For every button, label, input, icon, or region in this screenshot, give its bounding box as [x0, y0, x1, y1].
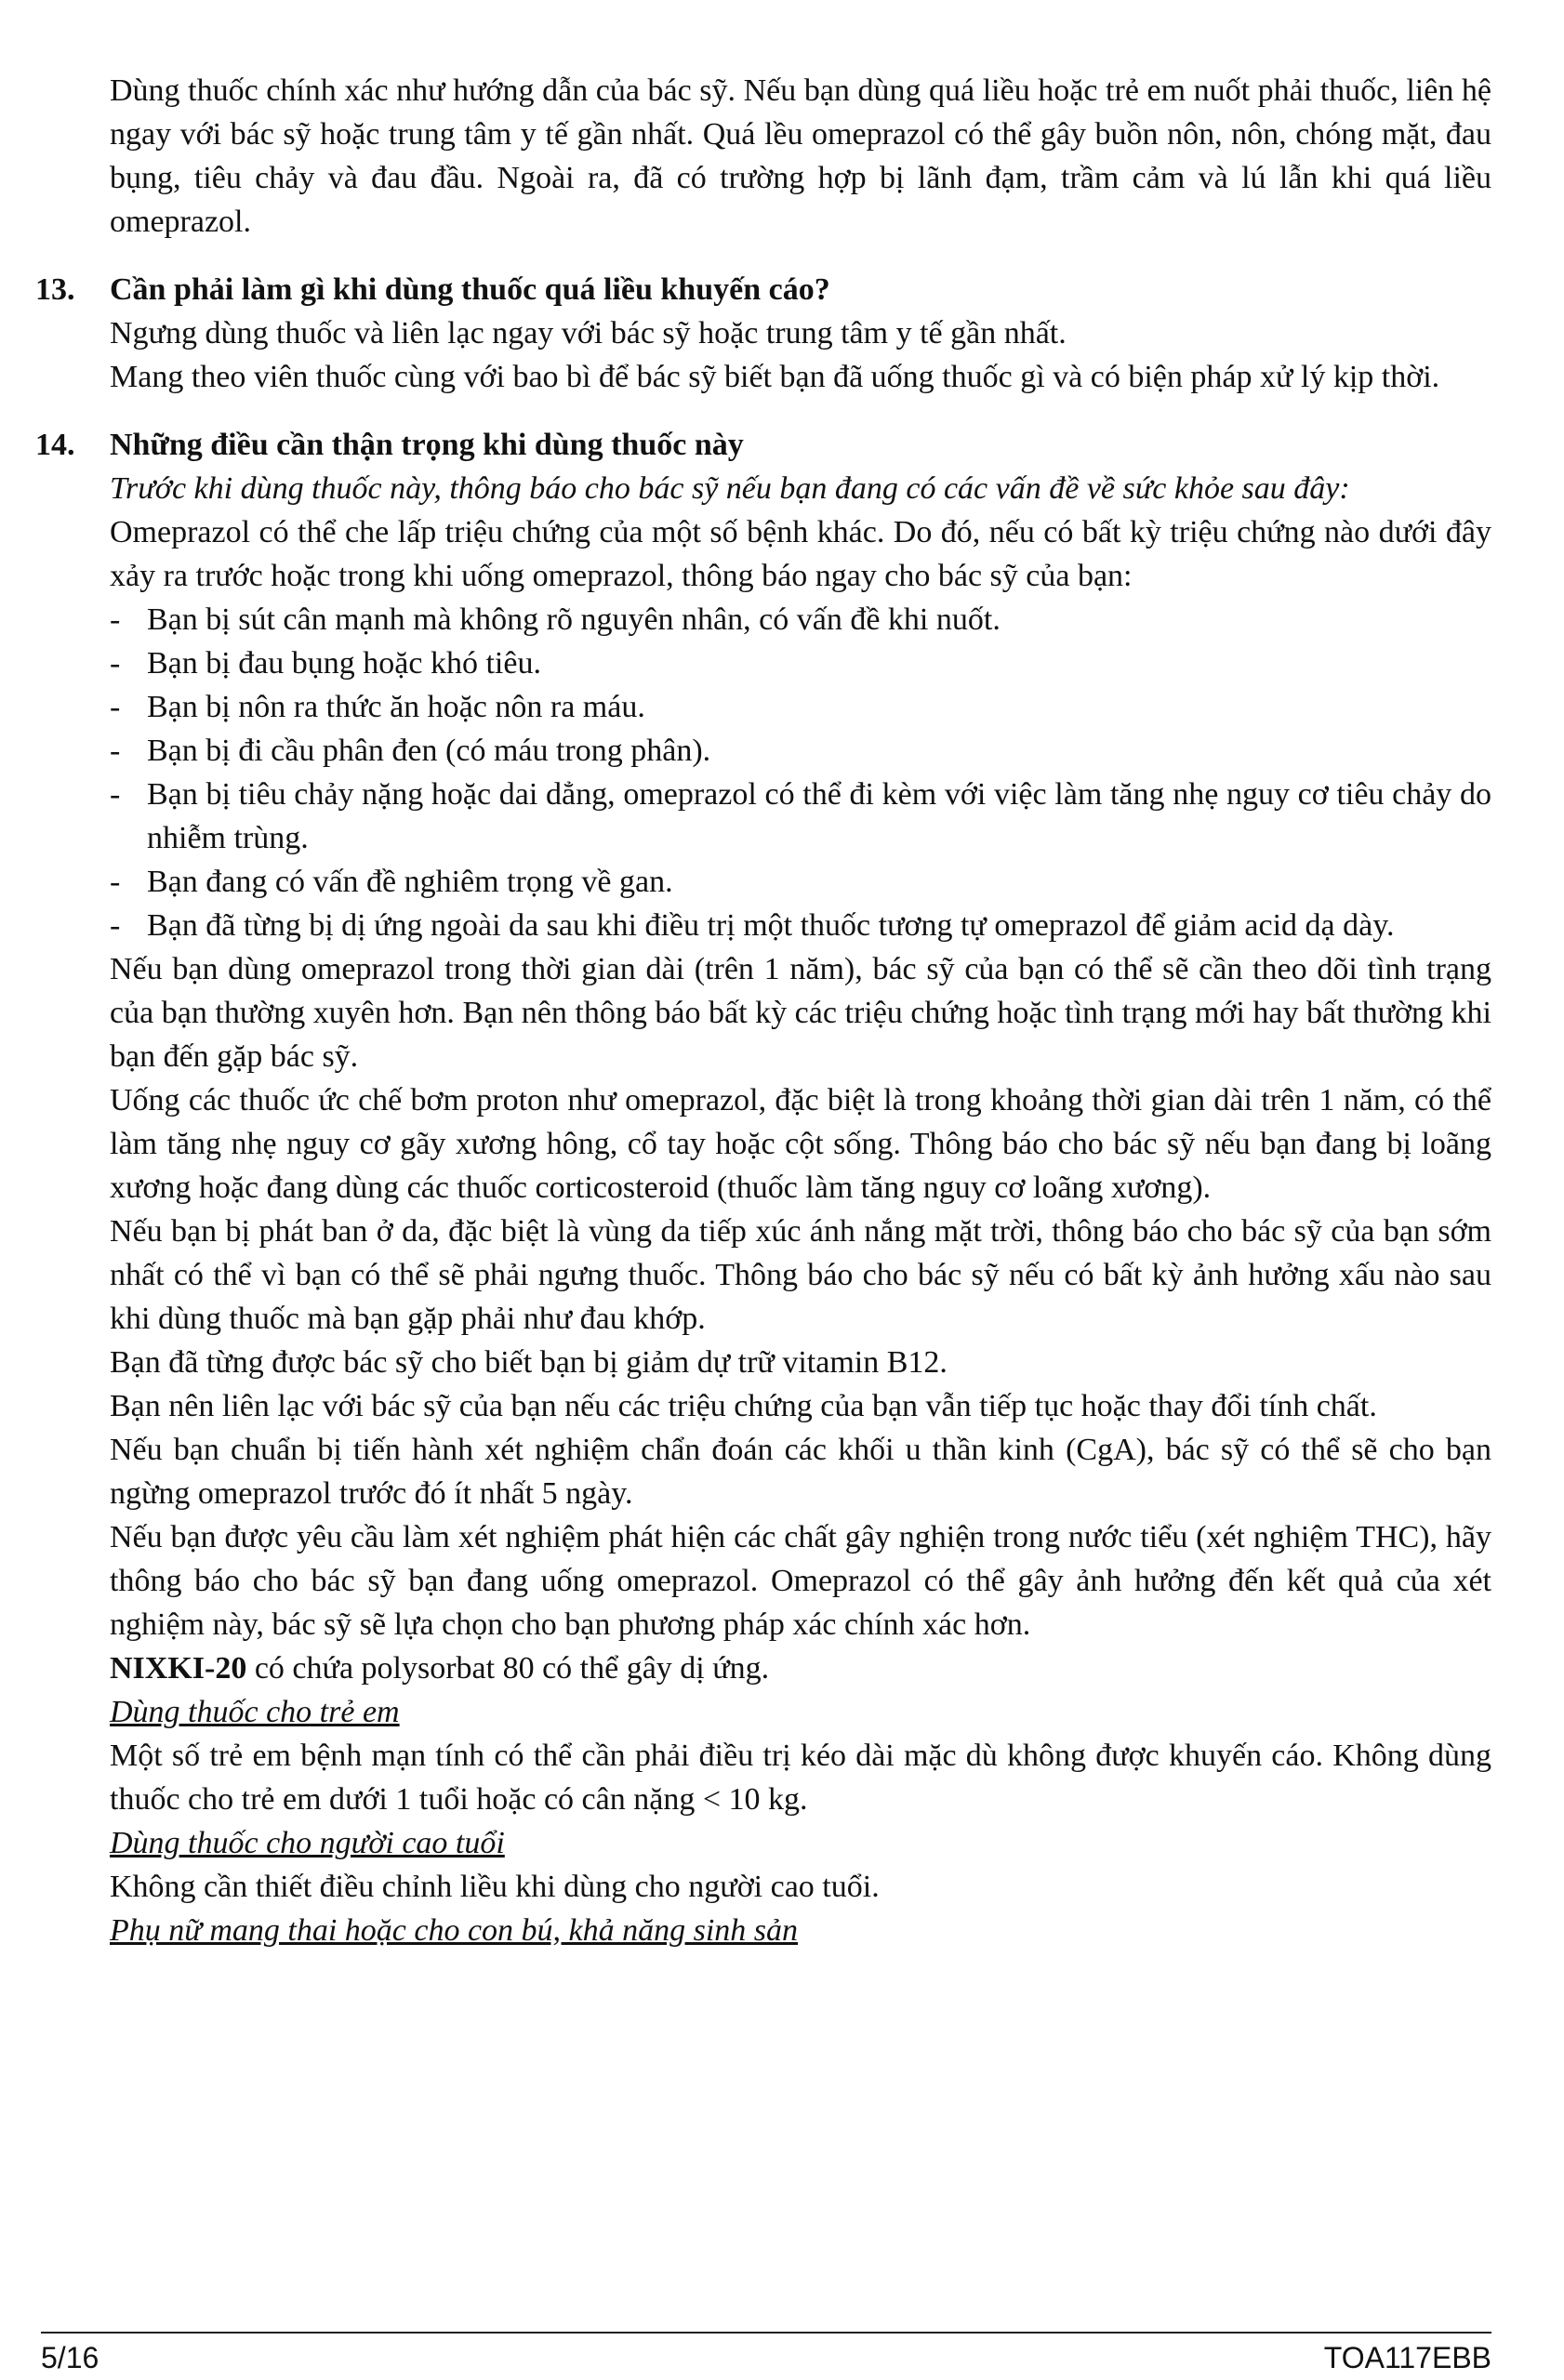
section-14-paragraph: Uống các thuốc ức chế bơm proton như omeprazol, đặc biệt là trong khoảng thời gian dài trên 1 năm, có thể làm tăng nhẹ nguy cơ gãy xương hông, cổ tay hoặc cột sống. Thông báo cho bác sỹ nếu bạn đang bị loãng xương hoặc đang dùng các thuốc corticosteroid (thuốc làm tăng nguy cơ loãng xương). — [110, 1083, 1491, 1205]
section-14-paragraph: Nếu bạn chuẩn bị tiến hành xét nghiệm chẩn đoán các khối u thần kinh (CgA), bác sỹ có thể sẽ cho bạn ngừng omeprazol trước đó ít nhất 5 ngày. — [110, 1433, 1491, 1511]
section-13-paragraph: Ngưng dùng thuốc và liên lạc ngay với bác sỹ hoặc trung tâm y tế gần nhất. — [110, 316, 1067, 350]
product-name: NIXKI-20 — [110, 1651, 247, 1686]
section-14-italic-intro: Trước khi dùng thuốc này, thông báo cho bác sỹ nếu bạn đang có các vấn đề về sức khỏe sau đây: — [110, 471, 1350, 506]
list-item: - Bạn bị đi cầu phân đen (có máu trong phân). — [110, 729, 1491, 773]
section-14-paragraph: Bạn nên liên lạc với bác sỹ của bạn nếu các triệu chứng của bạn vẫn tiếp tục hoặc thay đổi tính chất. — [110, 1389, 1377, 1423]
excipient-note — [110, 1646, 1491, 1690]
document-code: TOA117EBB — [1323, 2341, 1491, 2374]
list-item: - Bạn đang có vấn đề nghiêm trọng về gan. — [110, 860, 1491, 904]
list-item: - Bạn đã từng bị dị ứng ngoài da sau khi điều trị một thuốc tương tự omeprazol để giảm acid dạ dày. — [110, 904, 1491, 947]
children-subheading: Dùng thuốc cho trẻ em — [110, 1695, 400, 1729]
pregnancy-subheading: Phụ nữ mang thai hoặc cho con bú, khả năng sinh sản — [110, 1913, 799, 1948]
section-14-paragraph: Nếu bạn bị phát ban ở da, đặc biệt là vùng da tiếp xúc ánh nắng mặt trời, thông báo cho bác sỹ của bạn sớm nhất có thể vì bạn có thể sẽ phải ngưng thuốc. Thông báo cho bác sỹ nếu có bất kỳ ảnh hưởng xấu nào sau khi dùng thuốc mà bạn gặp phải như đau khớp. — [110, 1214, 1491, 1336]
section-14-paragraph: Bạn đã từng được bác sỹ cho biết bạn bị giảm dự trữ vitamin B12. — [110, 1345, 948, 1380]
excipient-note-text: có chứa polysorbat 80 có thể gây dị ứng. — [246, 1651, 770, 1686]
section-13-heading: 13. Cần phải làm gì khi dùng thuốc quá liều khuyến cáo? — [110, 268, 1491, 311]
page-number: 5/16 — [41, 2341, 99, 2374]
section-14 — [35, 423, 1491, 1952]
elderly-paragraph: Không cần thiết điều chỉnh liều khi dùng cho người cao tuổi. — [110, 1870, 880, 1904]
children-paragraph: Một số trẻ em bệnh mạn tính có thể cần phải điều trị kéo dài mặc dù không được khuyến cáo. Không dùng thuốc cho trẻ em dưới 1 tuổi hoặc có cân nặng < 10 kg. — [110, 1739, 1491, 1817]
section-14-paragraph: Nếu bạn được yêu cầu làm xét nghiệm phát hiện các chất gây nghiện trong nước tiểu (xét nghiệm THC), hãy thông báo cho bác sỹ bạn đang uống omeprazol. Omeprazol có thể gây ảnh hưởng đến kết quả của xét nghiệm này, bác sỹ sẽ lựa chọn cho bạn phương pháp xác chính xác hơn. — [110, 1520, 1491, 1642]
section-13 — [35, 268, 1491, 399]
list-item: - Bạn bị đau bụng hoặc khó tiêu. — [110, 641, 1491, 685]
section-13-paragraph: Mang theo viên thuốc cùng với bao bì để bác sỹ biết bạn đã uống thuốc gì và có biện pháp xử lý kịp thời. — [110, 360, 1440, 394]
section-14-title: Những điều cần thận trọng khi dùng thuốc này — [110, 428, 744, 462]
list-item: - Bạn bị tiêu chảy nặng hoặc dai dẳng, omeprazol có thể đi kèm với việc làm tăng nhẹ nguy cơ tiêu chảy do nhiễm trùng. — [110, 773, 1491, 860]
elderly-subheading: Dùng thuốc cho người cao tuổi — [110, 1826, 505, 1860]
list-item: - Bạn bị sút cân mạnh mà không rõ nguyên nhân, có vấn đề khi nuốt. — [110, 598, 1491, 641]
section-14-lead: Omeprazol có thể che lấp triệu chứng của một số bệnh khác. Do đó, nếu có bất kỳ triệu chứng nào dưới đây xảy ra trước hoặc trong khi uống omeprazol, thông báo ngay cho bác sỹ của bạn: — [110, 515, 1491, 593]
section-14-paragraph: Nếu bạn dùng omeprazol trong thời gian dài (trên 1 năm), bác sỹ của bạn có thể sẽ cần theo dõi tình trạng của bạn thường xuyên hơn. Bạn nên thông báo bất kỳ các triệu chứng hoặc tình trạng mới hay bất thường khi bạn đến gặp bác sỹ. — [110, 952, 1491, 1074]
footer-divider — [41, 2332, 1491, 2334]
section-13-title: Cần phải làm gì khi dùng thuốc quá liều khuyến cáo? — [110, 272, 830, 307]
overdose-intro-paragraph: Dùng thuốc chính xác như hướng dẫn của bác sỹ. Nếu bạn dùng quá liều hoặc trẻ em nuốt phải thuốc, liên hệ ngay với bác sỹ hoặc trung tâm y tế gần nhất. Quá lều omeprazol có thể gây buồn nôn, nôn, chóng mặt, đau bụng, tiêu chảy và đau đầu. Ngoài ra, đã có trường hợp bị lãnh đạm, trầm cảm và lú lẫn khi quá liều omeprazol. — [110, 73, 1491, 239]
warning-symptom-list — [110, 598, 1491, 947]
document-body — [35, 69, 1491, 1952]
list-item: - Bạn bị nôn ra thức ăn hoặc nôn ra máu. — [110, 685, 1491, 729]
section-14-heading: 14. Những điều cần thận trọng khi dùng thuốc này — [110, 423, 1491, 467]
